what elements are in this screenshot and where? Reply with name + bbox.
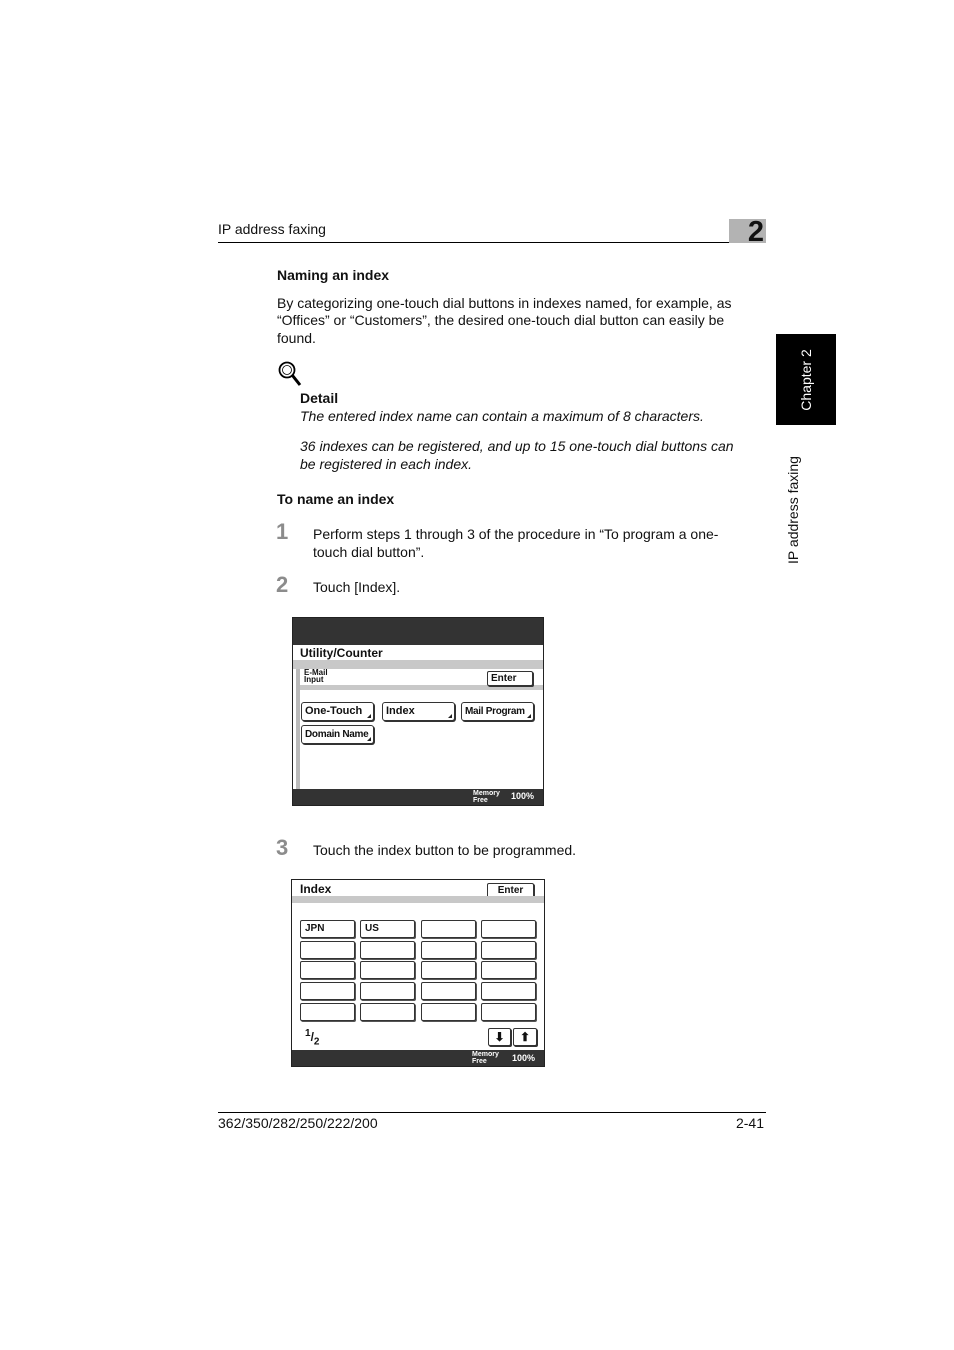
index-button[interactable]: [382, 702, 455, 721]
screen-status-bar: [293, 789, 543, 805]
corner-marker: [367, 737, 371, 741]
memory-free-value: 100%: [511, 791, 535, 801]
index-cell-button[interactable]: [360, 961, 415, 979]
index-cell-button[interactable]: [481, 941, 536, 959]
corner-marker: [527, 714, 531, 718]
scroll-down-button[interactable]: [488, 1028, 511, 1046]
mail-program-button-label: Mail Program: [465, 706, 525, 717]
footer-page-number: 2-41: [735, 1115, 764, 1131]
one-touch-button-label: One-Touch: [305, 705, 363, 717]
screen-title-divider: [293, 660, 543, 669]
index-cell-button[interactable]: [421, 1003, 476, 1021]
enter-button[interactable]: Enter: [487, 883, 534, 899]
corner-marker: [367, 714, 371, 718]
email-input-label-line-2: Input: [304, 675, 324, 684]
footer-models: 362/350/282/250/222/200: [218, 1115, 378, 1131]
index-cell-button[interactable]: [481, 1003, 536, 1021]
index-cell-button[interactable]: [300, 982, 355, 1000]
one-touch-button[interactable]: [301, 702, 374, 721]
naming-heading: Naming an index: [277, 267, 390, 283]
detail-label: Detail: [300, 390, 339, 406]
arrow-up-icon: ⬆: [519, 1030, 531, 1044]
index-cell-button[interactable]: US: [360, 920, 415, 938]
side-tab-section-label: IP address faxing: [785, 456, 801, 564]
step-1-number: 1: [276, 519, 289, 544]
magnifier-icon: [277, 360, 303, 388]
memory-label-line-1: Memory: [472, 1051, 499, 1058]
corner-marker: [448, 714, 452, 718]
index-cell-button[interactable]: JPN: [300, 920, 355, 938]
enter-button[interactable]: Enter: [487, 671, 533, 686]
running-header-title: IP address faxing: [218, 221, 326, 237]
index-cell-button[interactable]: [300, 941, 355, 959]
index-cell-button[interactable]: [360, 941, 415, 959]
index-cell-button[interactable]: [360, 982, 415, 1000]
footer-rule: [218, 1112, 766, 1113]
chapter-number: 2: [747, 216, 764, 248]
arrow-down-icon: ⬇: [494, 1030, 505, 1044]
procedure-heading: To name an index: [277, 491, 395, 507]
naming-paragraph-line-2: “Offices” or “Customers”, the desired one-touch dial button can easily be: [277, 312, 725, 328]
screen-title: Index: [300, 882, 332, 896]
side-tab-section: [776, 430, 810, 590]
domain-name-button-label: Domain Name: [305, 729, 369, 740]
memory-free-value: 100%: [512, 1053, 536, 1063]
step-1-text-line-2: touch dial button”.: [313, 544, 425, 560]
detail-note-2-line-2: be registered in each index.: [300, 456, 472, 472]
memory-label-line-1: Memory: [473, 790, 500, 797]
mail-program-button[interactable]: [461, 702, 534, 721]
page-total: 2: [313, 1036, 320, 1048]
memory-label-line-2: Free: [473, 797, 488, 804]
naming-paragraph-line-1: By categorizing one-touch dial buttons in indexes named, for example, as: [277, 295, 732, 311]
index-cell-button[interactable]: [421, 961, 476, 979]
naming-paragraph-line-3: found.: [277, 330, 316, 346]
page-current: 1: [305, 1028, 311, 1039]
index-cell-button[interactable]: [481, 982, 536, 1000]
memory-label-line-2: Free: [472, 1058, 487, 1065]
screen-top-bar: [293, 618, 543, 645]
utility-counter-screen: [292, 617, 544, 806]
email-input-label: [304, 669, 328, 683]
page-indicator: [305, 1028, 319, 1047]
detail-note-1: The entered index name can contain a maximum of 8 characters.: [300, 408, 704, 424]
step-1-text-line-1: Perform steps 1 through 3 of the procedure in “To program a one-: [313, 526, 719, 542]
side-tab-chapter: [776, 334, 836, 425]
step-2-text: Touch [Index].: [313, 579, 401, 595]
step-2-number: 2: [276, 572, 289, 597]
detail-note-2-line-1: 36 indexes can be registered, and up to 15 one-touch dial buttons can: [300, 438, 734, 454]
index-screen: [291, 879, 545, 1067]
email-input-label-line-1: E-Mail: [304, 668, 328, 677]
header-rule: [218, 242, 766, 243]
screen-status-bar: [292, 1050, 544, 1066]
step-3-text: Touch the index button to be programmed.: [313, 842, 577, 858]
index-cell-button[interactable]: [360, 1003, 415, 1021]
index-cell-button[interactable]: [481, 920, 536, 938]
index-cell-button[interactable]: [300, 1003, 355, 1021]
index-cell-button[interactable]: [421, 982, 476, 1000]
memory-free-label: [473, 790, 500, 804]
index-button-label: Index: [386, 705, 415, 717]
screen-title: Utility/Counter: [300, 646, 383, 660]
scroll-up-button[interactable]: [513, 1028, 537, 1046]
index-button-grid: [292, 880, 544, 1030]
domain-name-button[interactable]: [301, 725, 374, 744]
memory-free-label: [472, 1051, 499, 1065]
index-cell-button[interactable]: [481, 961, 536, 979]
page-slash: /: [310, 1030, 314, 1044]
index-cell-button[interactable]: [421, 920, 476, 938]
step-3-number: 3: [276, 835, 289, 860]
index-cell-button[interactable]: [421, 941, 476, 959]
index-cell-button[interactable]: [300, 961, 355, 979]
side-tab-chapter-label: Chapter 2: [798, 348, 814, 411]
